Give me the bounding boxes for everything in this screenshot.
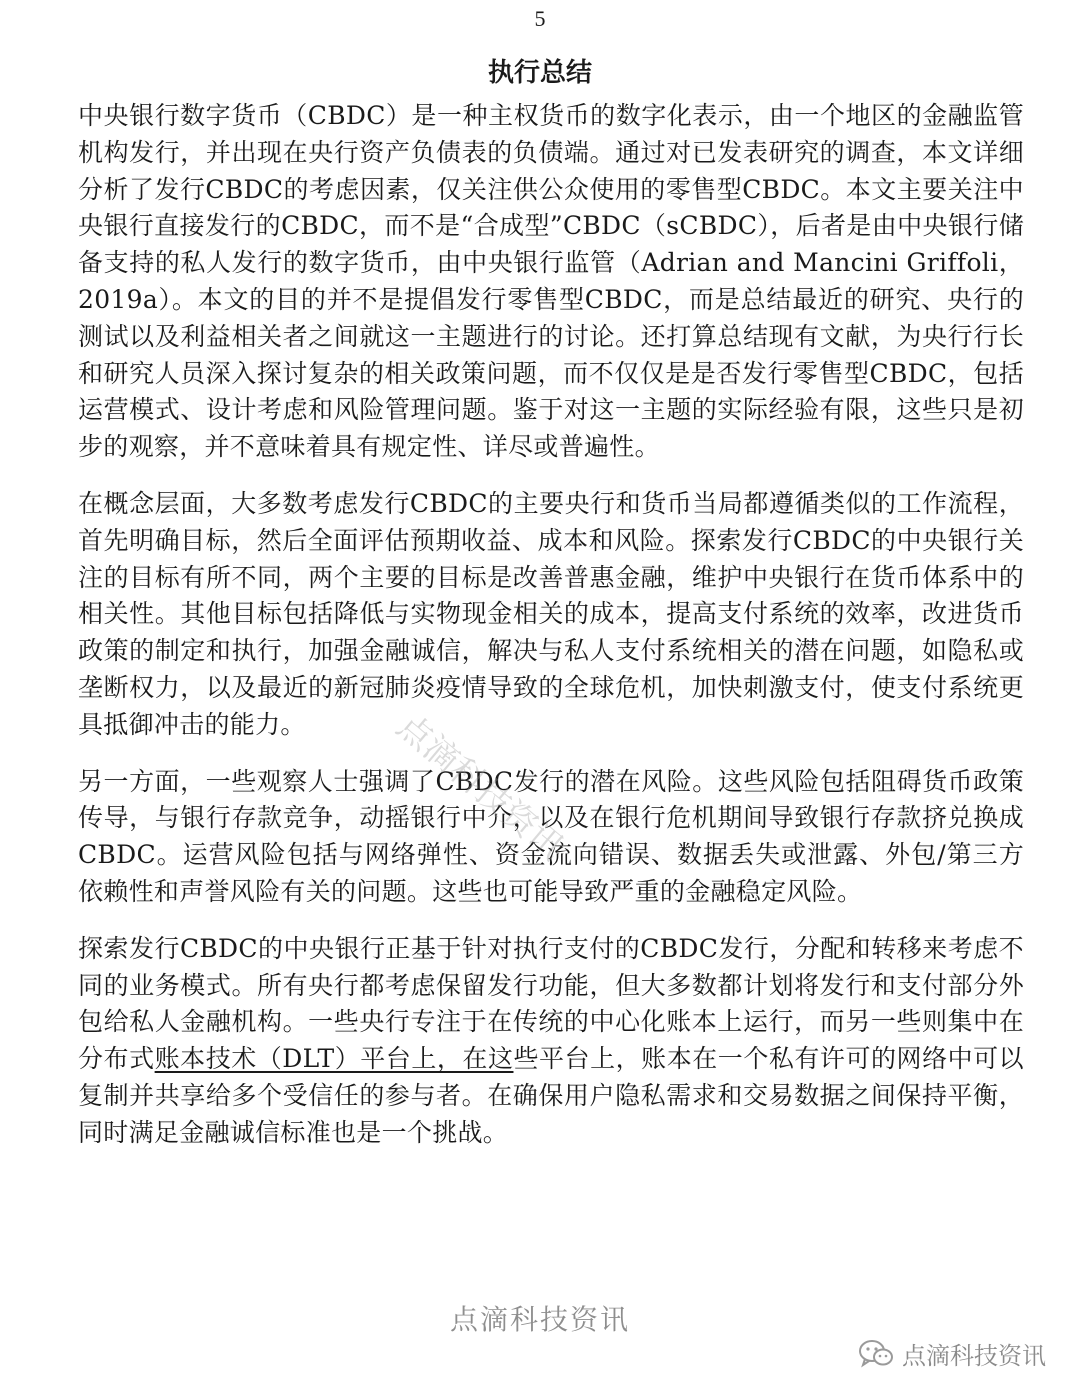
document-body [78, 98, 1024, 1172]
paragraph-4 [78, 931, 1024, 1152]
wechat-icon [858, 1339, 894, 1369]
paragraph-4-underlined: 账本技术（DLT）平台上，在这 [154, 1044, 514, 1074]
paragraph-2: 在概念层面，大多数考虑发行CBDC的主要央行和货币当局都遵循类似的工作流程，首先明确目标，然后全面评估预期收益、成本和风险。探索发行CBDC的中央银行关注的目标有所不同，两个主要的目标是改善普惠金融，维护中央银行在货币体系中的相关性。其他目标包括降低与实物现金相关的成本，提高支付系统的效率，改进货币政策的制定和执行，加强金融诚信，解决与私人支付系统相关的潜在问题，如隐私或垄断权力，以及最近的新冠肺炎疫情导致的全球危机，加快刺激支付，使支付系统更具抵御冲击的能力。 [78, 488, 1024, 739]
paragraph-1: 中央银行数字货币（CBDC）是一种主权货币的数字化表示，由一个地区的金融监管机构发行，并出现在央行资产负债表的负债端。通过对已发表研究的调查，本文详细分析了发行CBDC的考虑因素，仅关注供公众使用的零售型CBDC。本文主要关注中央银行直接发行的CBDC，而不是“合成型”CBDC（sCBDC），后者是由中央银行储备支持的私人发行的数字货币，由中央银行监管（Adrian and Mancini Griffoli，2019a）。本文的目的并不是提倡发行零售型CBDC，而是总结最近的研究、央行的测试以及利益相关者之间就这一主题进行的讨论。还打算总结现有文献，为央行行长和研究人员深入探讨复杂的相关政策问题，而不仅仅是是否发行零售型CBDC，包括运营模式、设计考虑和风险管理问题。鉴于对这一主题的实际经验有限，这些只是初步的观察，并不意味着具有规定性、详尽或普遍性。 [78, 101, 1024, 462]
page-title: 执行总结 [487, 58, 592, 88]
wechat-account-tag [858, 1336, 1046, 1371]
paragraph-4-end: 些平台上，账本在一个私有许可的网络中可以复制并共享给多个受信任的参与者。在确保用户隐私需求和交易数据之间保持平衡，同时满足金融诚信标准也是一个挑战。 [78, 1044, 1024, 1147]
diagonal-watermark: 点滴科技资讯 [389, 706, 572, 868]
bottom-watermark: 点滴科技资讯 [449, 1303, 630, 1336]
paragraph-4-start: 探索发行CBDC的中央银行正基于针对执行支付的CBDC发行，分配和转移来考虑不同的业务模式。所有央行都考虑保留发行功能，但大多数都计划将发行和支付部分外包给私人金融机构。一些央行专注于在传统的中心化账本上运行，而另一些则集中在分布式 [78, 933, 1024, 1074]
page-number: 5 [534, 6, 546, 31]
wechat-account-label: 点滴科技资讯 [902, 1342, 1046, 1370]
paragraph-3: 另一方面，一些观察人士强调了CBDC发行的潜在风险。这些风险包括阻碍货币政策传导，与银行存款竞争，动摇银行中介，以及在银行危机期间导致银行存款挤兑换成CBDC。运营风险包括与网络弹性、资金流向错误、数据丢失或泄露、外包/第三方依赖性和声誉风险有关的问题。这些也可能导致严重的金融稳定风险。 [78, 766, 1024, 906]
